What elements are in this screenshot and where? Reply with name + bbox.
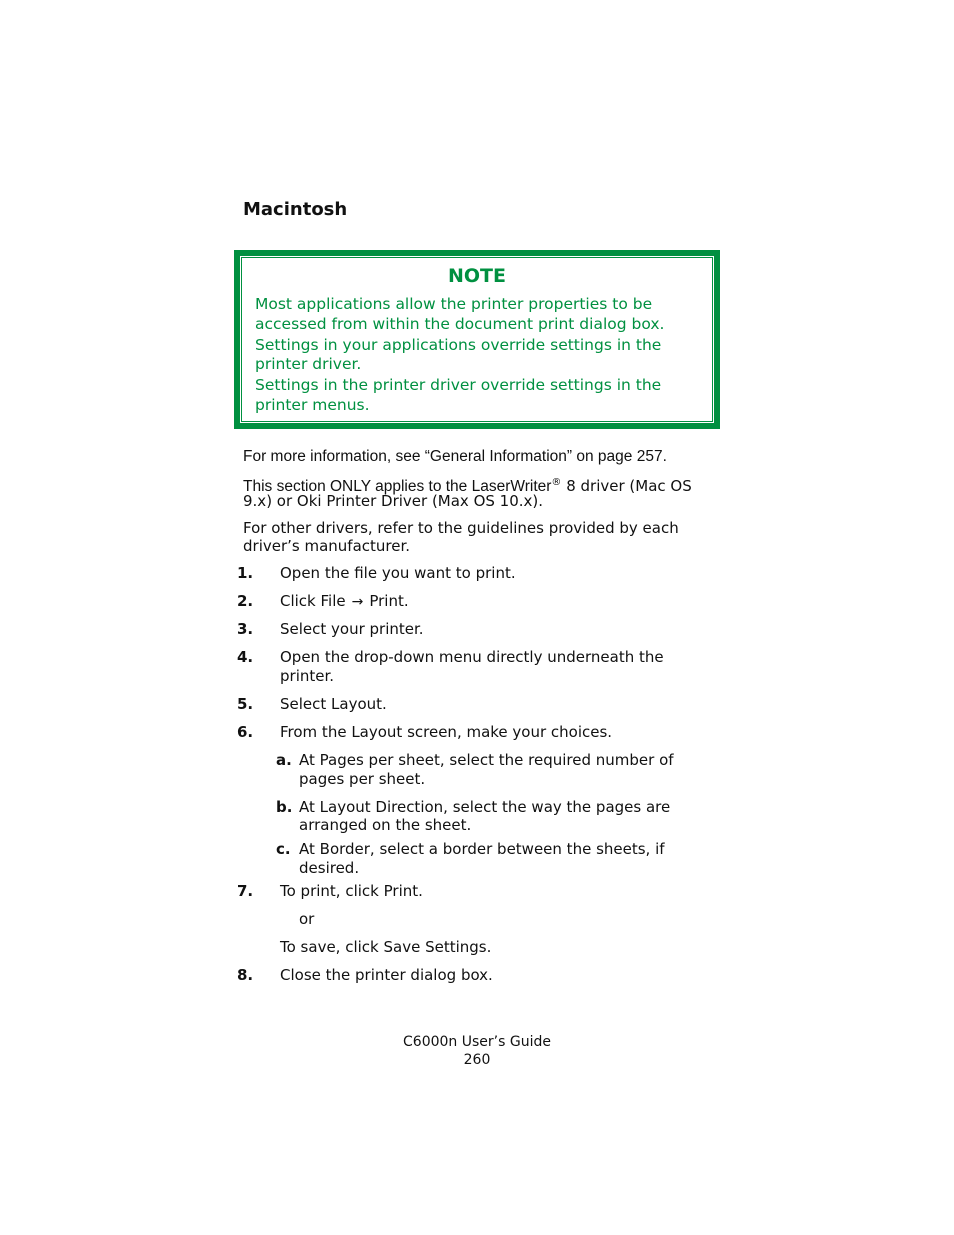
more-info-paragraph: For more information, see “General Information” on page 257. <box>243 448 667 465</box>
step-text: To save, click Save Settings. <box>280 938 492 956</box>
footer-guide-title: C6000n User’s Guide <box>403 1034 551 1050</box>
step-number: 7. <box>237 882 254 900</box>
step-text: Open the file you want to print. <box>280 564 516 582</box>
step-text: printer. <box>280 667 335 685</box>
step-text: Select your printer. <box>280 620 424 638</box>
arrow-right-icon: → <box>351 594 364 610</box>
step-text-a: Click File <box>280 592 346 610</box>
registered-mark: ® <box>551 477 562 488</box>
step-text: Open the drop-down menu directly underneath the <box>280 648 664 666</box>
note-title: NOTE <box>448 265 506 287</box>
applies-paragraph-line2: 9.x) or Oki Printer Driver (Max OS 10.x). <box>243 492 544 510</box>
other-drivers-line2: driver’s manufacturer. <box>243 537 411 555</box>
substep-letter: c. <box>276 840 291 858</box>
step-number: 8. <box>237 966 254 984</box>
step-number: 6. <box>237 723 254 741</box>
step-number: 3. <box>237 620 254 638</box>
applies-text-b: 8 driver (Mac OS <box>561 477 692 495</box>
note-line: Settings in your applications override settings in the <box>255 336 662 354</box>
footer-page-number: 260 <box>463 1052 491 1068</box>
step-text: Close the printer dialog box. <box>280 966 493 984</box>
note-line: Settings in the printer driver override settings in the <box>255 376 662 394</box>
substep-letter: b. <box>276 798 293 816</box>
step-number: 4. <box>237 648 254 666</box>
step-number: 5. <box>237 695 254 713</box>
substep-text: At Pages per sheet, select the required number of <box>299 751 674 769</box>
substep-text: At Layout Direction, select the way the pages are <box>299 798 671 816</box>
step-number: 1. <box>237 564 254 582</box>
substep-letter: a. <box>276 751 292 769</box>
substep-text: pages per sheet. <box>299 770 426 788</box>
other-drivers-line1: For other drivers, refer to the guidelines provided by each <box>243 519 679 537</box>
step-or-text: or <box>299 910 315 928</box>
note-line: printer menus. <box>255 396 370 414</box>
note-line: printer driver. <box>255 355 362 373</box>
note-line: Most applications allow the printer properties to be <box>255 295 653 313</box>
step-text-b: Print. <box>369 592 409 610</box>
step-number: 2. <box>237 592 254 610</box>
note-line: accessed from within the document print dialog box. <box>255 315 665 333</box>
step-text: From the Layout screen, make your choices. <box>280 723 613 741</box>
substep-text: desired. <box>299 859 360 877</box>
step-text: Select Layout. <box>280 695 387 713</box>
substep-text: arranged on the sheet. <box>299 816 472 834</box>
section-heading: Macintosh <box>243 199 348 220</box>
applies-text-a: This section ONLY applies to the LaserWriter <box>243 478 552 495</box>
step-text: To print, click Print. <box>280 882 423 900</box>
note-box <box>234 250 720 429</box>
step-text <box>280 592 710 612</box>
substep-text: At Border, select a border between the sheets, if <box>299 840 665 858</box>
